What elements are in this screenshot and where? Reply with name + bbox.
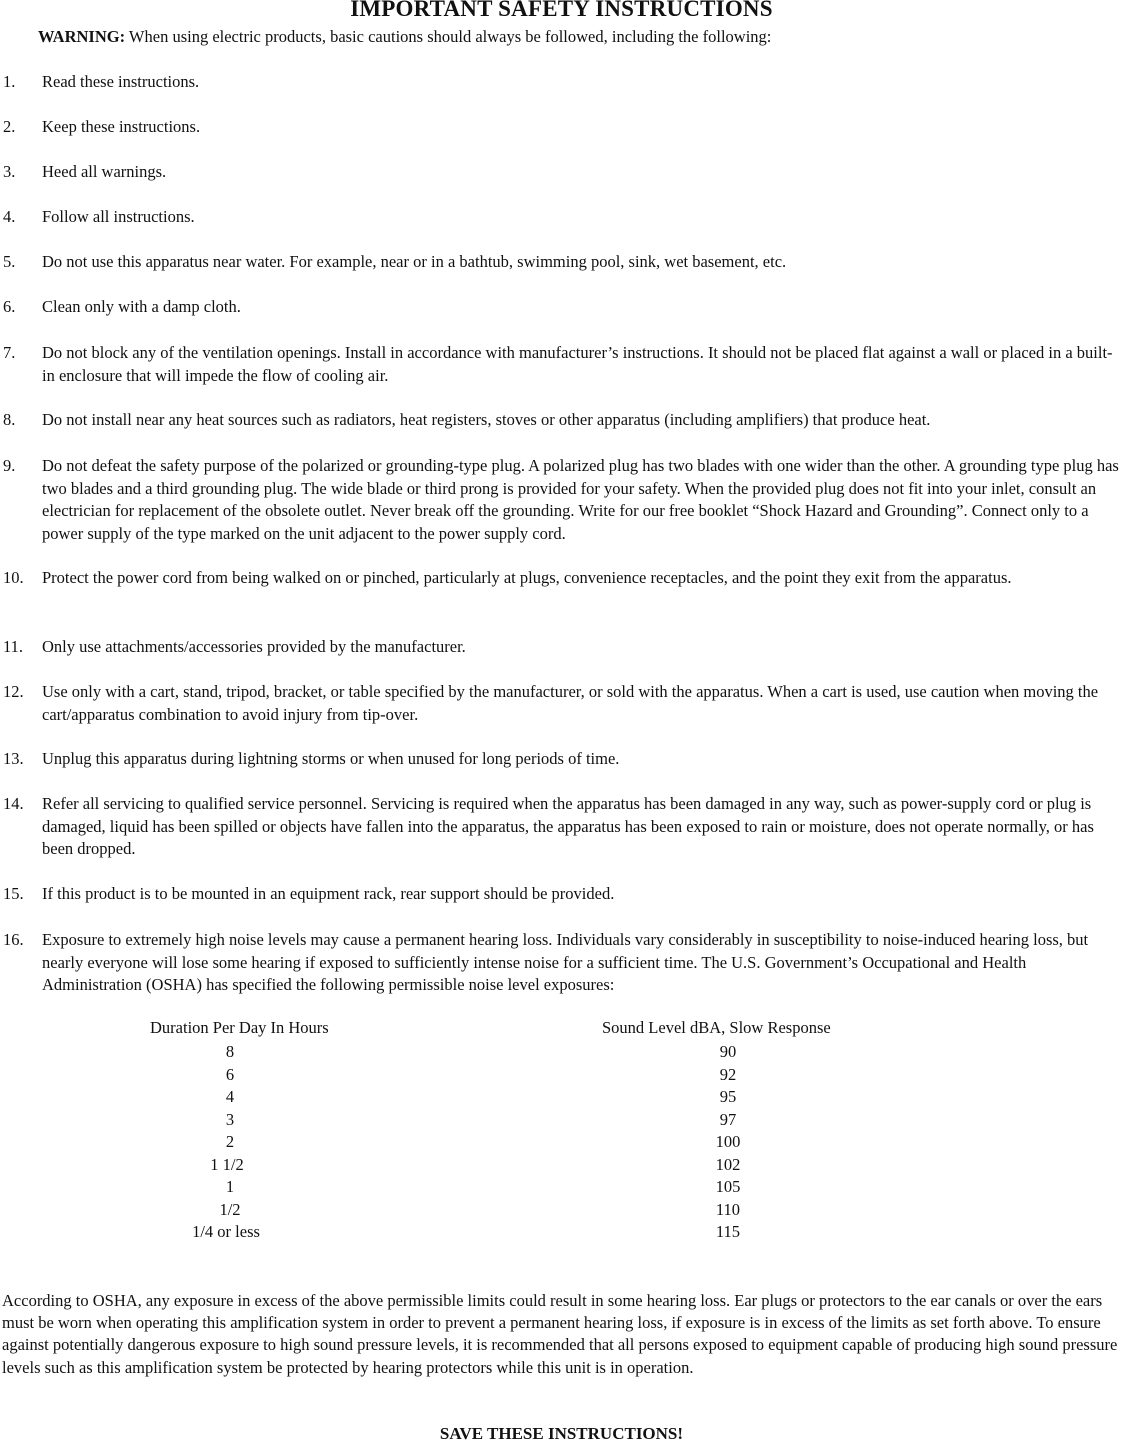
item-text: Exposure to extremely high noise levels may cause a permanent hearing loss. Individuals vary considerably in susceptibility to noise-induced hearing loss, but nearly everyone will lose some hearing if exposed to sufficiently intense noise for a sufficient time. The U.S. Government’s Occupational and Health Administration (OSHA) has specified the following permissible noise level exposures: [42,930,1089,994]
instruction-item-10 [3,567,1123,590]
item-text: Unplug this apparatus during lightning storms or when unused for long periods of time. [42,749,620,768]
instruction-item-4 [3,206,1123,229]
item-text: If this product is to be mounted in an equipment rack, rear support should be provided. [42,884,615,903]
warning-label: WARNING: [38,27,126,46]
sound-level-cell: 92 [719,1065,737,1084]
item-text: Heed all warnings. [42,162,167,181]
instruction-item-12 [3,681,1123,726]
instruction-item-14 [3,793,1123,861]
duration-cell: 1 1/2 [210,1155,244,1174]
sound-level-cell: 115 [715,1222,741,1241]
item-number: 8. [3,410,16,429]
item-number: 2. [3,117,16,136]
duration-cell: 1/4 or less [192,1222,260,1241]
item-number: 5. [3,252,16,271]
instruction-item-6 [3,296,1123,319]
item-text: Protect the power cord from being walked on or pinched, particularly at plugs, convenience receptacles, and the point they exit from the apparatus. [42,568,1012,587]
item-text: Clean only with a damp cloth. [42,297,241,316]
sound-level-cell: 105 [715,1177,741,1196]
warning-line [38,27,771,47]
item-number: 9. [3,456,16,475]
instruction-item-5 [3,251,1123,274]
item-number: 13. [3,749,24,768]
item-text: Do not use this apparatus near water. For example, near or in a bathtub, swimming pool, sink, wet basement, etc. [42,252,787,271]
item-number: 12. [3,682,24,701]
sound-level-cell: 100 [715,1132,741,1151]
item-text: Follow all instructions. [42,207,195,226]
duration-cell: 1/2 [219,1200,241,1219]
item-number: 15. [3,884,24,903]
warning-text: When using electric products, basic cautions should always be followed, including the following: [128,27,772,46]
item-text: Do not defeat the safety purpose of the polarized or grounding-type plug. A polarized plug has two blades with one wider than the other. A grounding type plug has two blades and a third grounding plug. The wide blade or third prong is provided for your safety. When the provided plug does not fit into your inlet, consult an electrician for replacement of the obsolete outlet. Never break off the grounding. Write for our free booklet “Shock Hazard and Grounding”. Connect only to a power supply of the type marked on the unit adjacent to the power supply cord. [42,456,1119,543]
osha-closing-paragraph: According to OSHA, any exposure in excess of the above permissible limits could result in some hearing loss. Ear plugs or protectors to the ear canals or over the ears must be worn when operating this amplification system in order to prevent a permanent hearing loss, if exposure is in excess of the limits as set forth above. To ensure against potentially dangerous exposure to high sound pressure levels, it is recommended that all persons exposed to equipment capable of producing high sound pressure levels such as this amplification system be protected by hearing protectors while this unit is in operation. [2,1291,1118,1377]
item-text: Keep these instructions. [42,117,201,136]
instruction-item-1 [3,71,1123,94]
sound-level-cell: 102 [715,1155,741,1174]
sound-level-cell: 110 [715,1200,741,1219]
item-number: 7. [3,343,16,362]
item-number: 3. [3,162,16,181]
item-number: 14. [3,794,24,813]
instruction-item-16 [3,929,1123,997]
sound-level-column-header: Sound Level dBA, Slow Response [602,1018,831,1037]
item-number: 10. [3,568,24,587]
instruction-item-11 [3,636,1123,659]
instruction-item-2 [3,116,1123,139]
item-number: 4. [3,207,16,226]
item-text: Refer all servicing to qualified service personnel. Servicing is required when the apparatus has been damaged in any way, such as power-supply cord or plug is damaged, liquid has been spilled or objects have fallen into the apparatus, the apparatus has been exposed to rain or moisture, does not operate normally, or has been dropped. [42,794,1094,858]
sound-level-cell: 97 [719,1110,737,1129]
duration-cell: 2 [225,1132,235,1151]
duration-cell: 4 [225,1087,235,1106]
save-instructions-footer: SAVE THESE INSTRUCTIONS! [439,1424,684,1443]
instruction-item-3 [3,161,1123,184]
item-number: 16. [3,930,24,949]
instruction-item-9 [3,455,1123,545]
instruction-item-13 [3,748,1123,771]
item-number: 1. [3,72,16,91]
instruction-item-15 [3,883,1123,906]
duration-column-header: Duration Per Day In Hours [150,1018,329,1037]
instruction-item-7 [3,342,1123,387]
item-number: 11. [3,637,24,656]
item-number: 6. [3,297,16,316]
item-text: Use only with a cart, stand, tripod, bracket, or table specified by the manufacturer, or sold with the apparatus. When a cart is used, use caution when moving the cart/apparatus combination to avoid injury from tip-over. [42,682,1099,724]
item-text: Do not block any of the ventilation openings. Install in accordance with manufacturer’s instructions. It should not be placed flat against a wall or placed in a built-in enclosure that will impede the flow of cooling air. [42,343,1113,385]
item-text: Read these instructions. [42,72,200,91]
sound-level-cell: 95 [719,1087,737,1106]
instruction-item-8 [3,409,1123,432]
duration-cell: 8 [225,1042,235,1061]
item-text: Only use attachments/accessories provided by the manufacturer. [42,637,466,656]
item-text: Do not install near any heat sources such as radiators, heat registers, stoves or other apparatus (including amplifiers) that produce heat. [42,410,931,429]
duration-cell: 3 [225,1110,235,1129]
duration-cell: 6 [225,1065,235,1084]
sound-level-cell: 90 [719,1042,737,1061]
page-title: IMPORTANT SAFETY INSTRUCTIONS [350,0,773,21]
duration-cell: 1 [225,1177,235,1196]
